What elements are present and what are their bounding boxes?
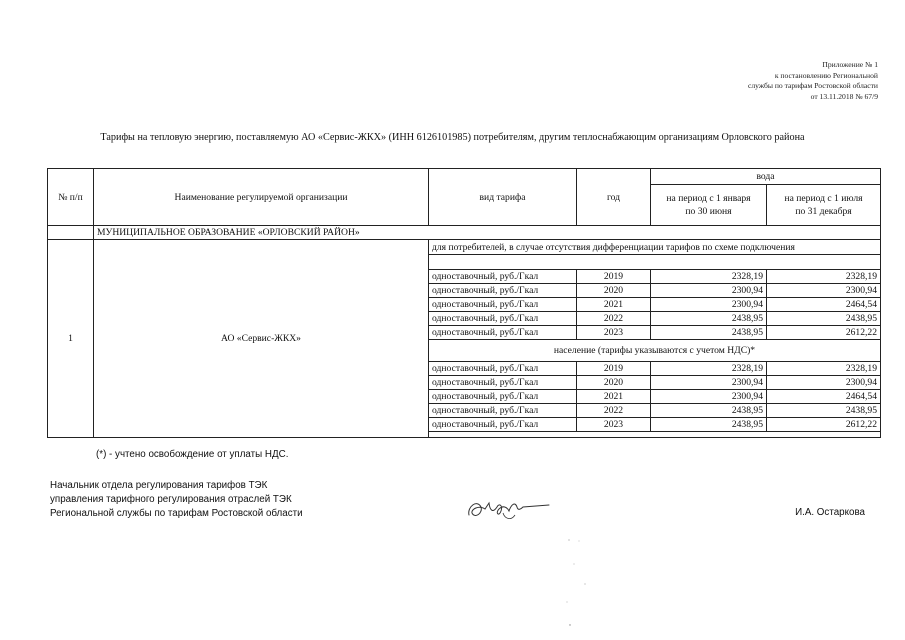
appendix-block <box>748 60 878 102</box>
municipality-row: МУНИЦИПАЛЬНОЕ ОБРАЗОВАНИЕ «ОРЛОВСКИЙ РАЙОН» <box>94 226 881 240</box>
h2-value-cell: 2438,95 <box>767 312 881 326</box>
h1-value-cell: 2438,95 <box>651 312 767 326</box>
appendix-line: к постановлению Региональной <box>774 70 878 80</box>
h2-value-cell: 2328,19 <box>767 362 881 376</box>
h1-value-cell: 2300,94 <box>651 390 767 404</box>
h2-value-cell: 2464,54 <box>767 390 881 404</box>
table-bottom-spacer <box>429 432 881 438</box>
header-period-2-line2: по 31 декабря <box>795 206 852 217</box>
header-water: вода <box>651 169 881 185</box>
header-period-1-line2: по 30 июня <box>685 206 732 217</box>
h2-value-cell: 2300,94 <box>767 284 881 298</box>
handwritten-signature <box>463 493 555 527</box>
h1-value-cell: 2300,94 <box>651 298 767 312</box>
year-cell: 2023 <box>577 326 651 340</box>
tariff-type-cell: одноставочный, руб./Гкал <box>429 312 577 326</box>
tariff-type-cell: одноставочный, руб./Гкал <box>429 418 577 432</box>
h1-value-cell: 2300,94 <box>651 376 767 390</box>
header-year: год <box>577 169 651 226</box>
signer-name: И.А. Остаркова <box>795 507 865 518</box>
h1-value-cell: 2438,95 <box>651 404 767 418</box>
header-period-1 <box>651 185 767 226</box>
municipality-empty-cell <box>48 226 94 240</box>
h2-value-cell: 2612,22 <box>767 418 881 432</box>
h1-value-cell: 2438,95 <box>651 326 767 340</box>
row-number: 1 <box>48 240 94 438</box>
section-2-title: население (тарифы указываются с учетом НДС)* <box>429 340 881 362</box>
scan-specks <box>555 530 595 630</box>
tariff-table <box>47 168 881 438</box>
h2-value-cell: 2328,19 <box>767 270 881 284</box>
tariff-type-cell: одноставочный, руб./Гкал <box>429 326 577 340</box>
footnote: (*) - учтено освобождение от уплаты НДС. <box>96 449 289 460</box>
signer-position-line: управления тарифного регулирования отраслей ТЭК <box>50 493 292 505</box>
year-cell: 2019 <box>577 270 651 284</box>
header-period-1-line1: на период с 1 января <box>666 193 751 204</box>
tariff-type-cell: одноставочный, руб./Гкал <box>429 404 577 418</box>
header-period-2 <box>767 185 881 226</box>
h2-value-cell: 2464,54 <box>767 298 881 312</box>
header-number: № п/п <box>48 169 94 226</box>
year-cell: 2021 <box>577 298 651 312</box>
h1-value-cell: 2328,19 <box>651 362 767 376</box>
appendix-line: от 13.11.2018 № 67/9 <box>810 91 878 101</box>
signer-block <box>50 479 303 520</box>
header-period-2-line1: на период с 1 июля <box>784 193 863 204</box>
h2-value-cell: 2612,22 <box>767 326 881 340</box>
year-cell: 2022 <box>577 404 651 418</box>
organization-name: АО «Сервис-ЖКХ» <box>94 240 429 438</box>
tariff-type-cell: одноставочный, руб./Гкал <box>429 390 577 404</box>
tariff-type-cell: одноставочный, руб./Гкал <box>429 362 577 376</box>
header-organization: Наименование регулируемой организации <box>94 169 429 226</box>
h1-value-cell: 2300,94 <box>651 284 767 298</box>
h1-value-cell: 2328,19 <box>651 270 767 284</box>
year-cell: 2023 <box>577 418 651 432</box>
year-cell: 2021 <box>577 390 651 404</box>
h2-value-cell: 2300,94 <box>767 376 881 390</box>
section-1-title: для потребителей, в случае отсутствия дифференциации тарифов по схеме подключения <box>429 240 881 255</box>
year-cell: 2020 <box>577 376 651 390</box>
h2-value-cell: 2438,95 <box>767 404 881 418</box>
header-tariff-type: вид тарифа <box>429 169 577 226</box>
tariff-type-cell: одноставочный, руб./Гкал <box>429 376 577 390</box>
document-title: Тарифы на тепловую энергию, поставляемую АО «Сервис-ЖКХ» (ИНН 6126101985) потребителям, другим теплоснабжающим организациям Орловского района <box>100 132 805 143</box>
appendix-line: Приложение № 1 <box>822 60 878 69</box>
tariff-type-cell: одноставочный, руб./Гкал <box>429 298 577 312</box>
signer-position-line: Региональной службы по тарифам Ростовской области <box>50 507 303 519</box>
appendix-line: службы по тарифам Ростовской области <box>747 81 878 91</box>
tariff-type-cell: одноставочный, руб./Гкал <box>429 284 577 298</box>
tariff-type-cell: одноставочный, руб./Гкал <box>429 270 577 284</box>
year-cell: 2019 <box>577 362 651 376</box>
h1-value-cell: 2438,95 <box>651 418 767 432</box>
year-cell: 2020 <box>577 284 651 298</box>
section-1-spacer <box>429 255 881 270</box>
signer-position-line: Начальник отдела регулирования тарифов ТЭК <box>50 480 268 491</box>
year-cell: 2022 <box>577 312 651 326</box>
